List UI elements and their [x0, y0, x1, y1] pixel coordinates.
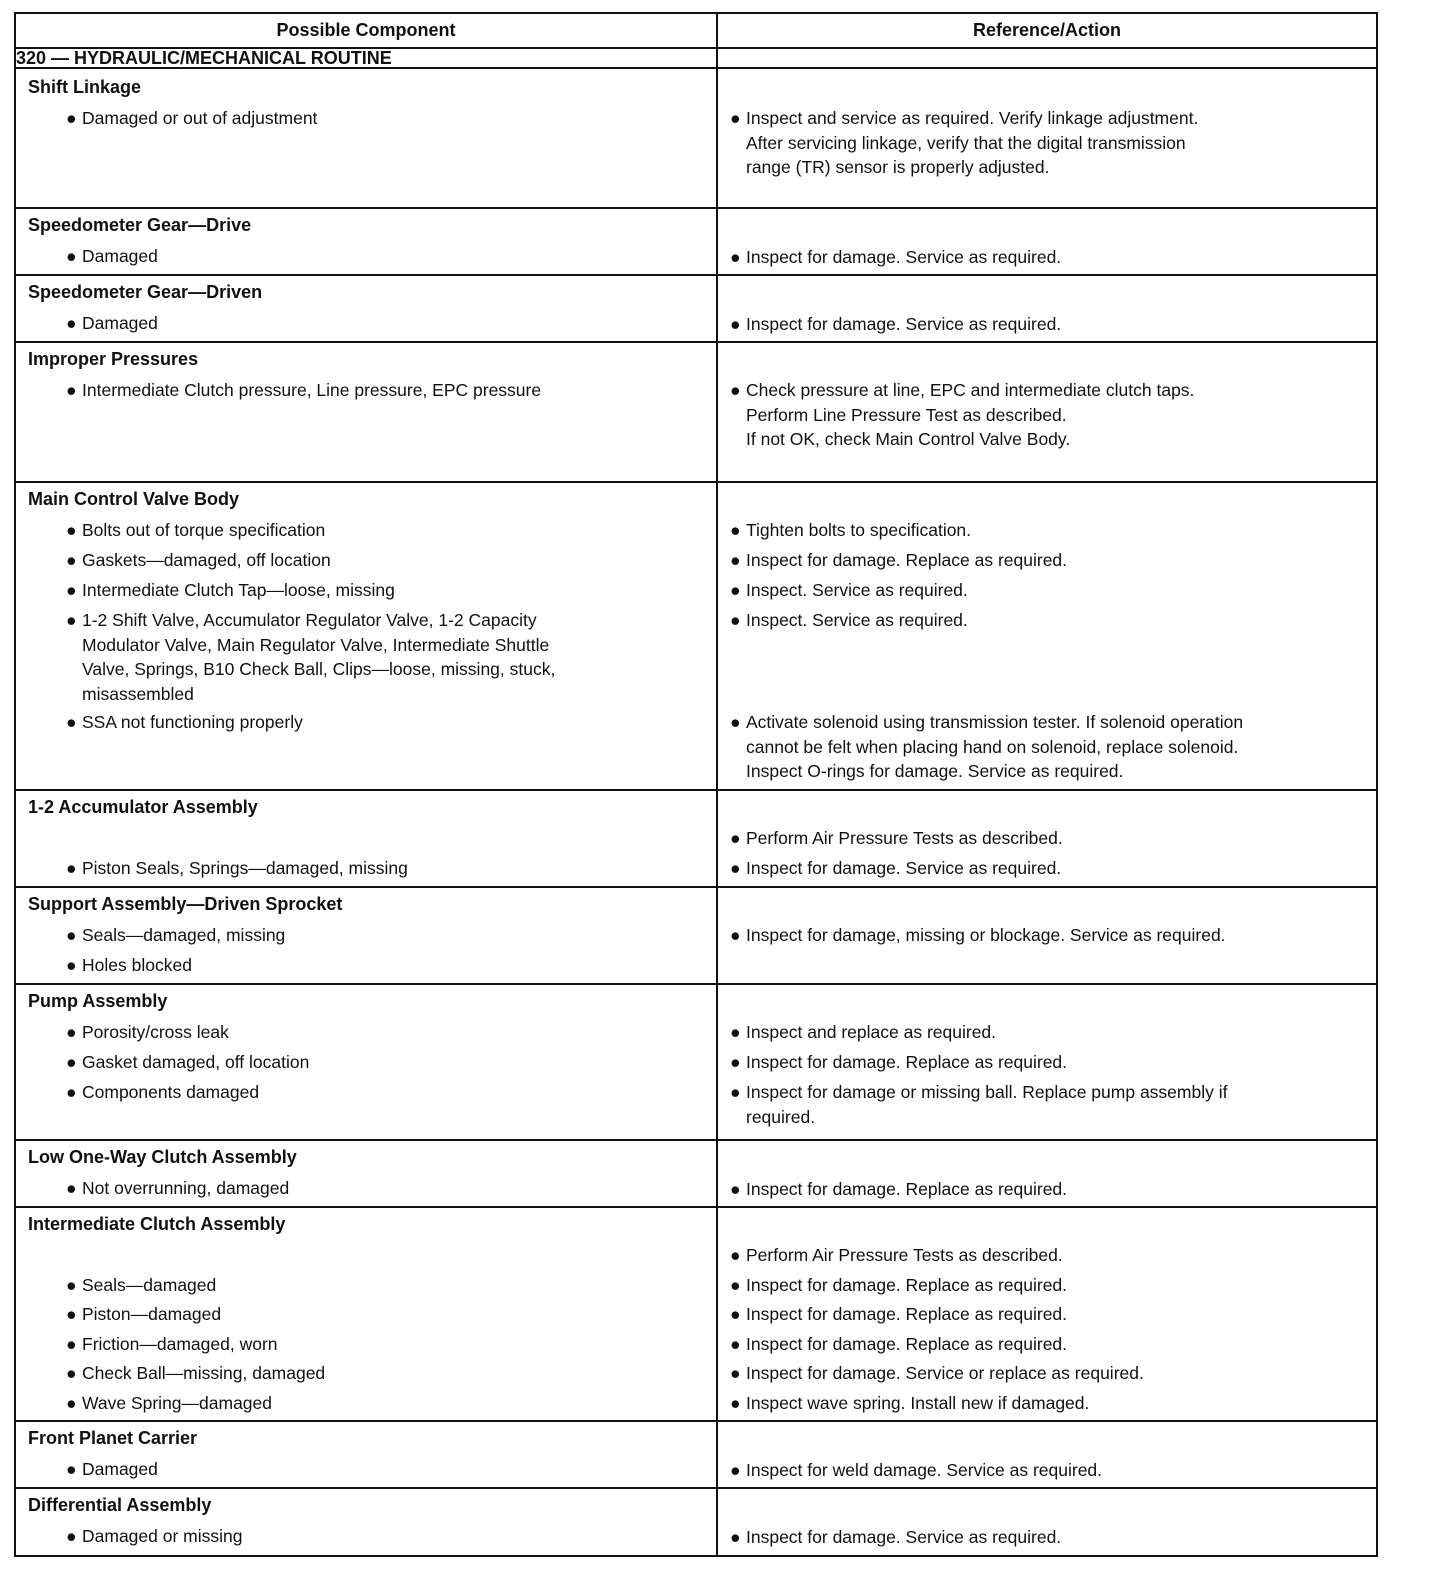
action-text: cannot be felt when placing hand on solenoid, replace solenoid. [746, 736, 1239, 757]
action-text: Inspect for damage. Replace as required. [746, 1275, 1068, 1295]
bullet-icon: ● [66, 246, 77, 266]
bullet-icon: ● [66, 1334, 77, 1354]
bullet-icon: ● [66, 712, 77, 732]
action-item [730, 735, 1386, 760]
component-text: Damaged [82, 246, 158, 266]
action-item [730, 1391, 1370, 1416]
action-item [730, 608, 1370, 633]
component-group-row [15, 342, 1377, 482]
action-cell [717, 1207, 1377, 1421]
component-item [66, 657, 712, 682]
bullet-icon: ● [730, 1304, 741, 1324]
bullet-icon: ● [66, 108, 77, 128]
component-item [66, 1524, 696, 1549]
component-group-row [15, 887, 1377, 984]
bullet-icon: ● [66, 520, 77, 540]
bullet-icon: ● [66, 1304, 77, 1324]
bullet-icon: ● [730, 1082, 741, 1102]
bullet-icon: ● [730, 1363, 741, 1383]
action-cell [717, 790, 1377, 887]
component-text: Damaged [82, 1459, 158, 1479]
component-cell [15, 482, 717, 790]
action-item [730, 131, 1386, 156]
component-cell [15, 984, 717, 1140]
bullet-icon: ● [730, 1245, 741, 1265]
header-possible-component: Possible Component [15, 13, 717, 48]
component-item [66, 856, 696, 881]
component-item [66, 1080, 696, 1105]
bullet-icon: ● [730, 1275, 741, 1295]
action-text: Inspect O-rings for damage. Service as required. [746, 761, 1124, 781]
action-cell [717, 68, 1377, 208]
component-item [66, 244, 696, 269]
bullet-icon: ● [730, 1179, 741, 1199]
action-item [730, 1273, 1370, 1298]
component-item [66, 106, 696, 131]
bullet-icon: ● [730, 380, 741, 400]
component-text: Gasket damaged, off location [82, 1052, 310, 1072]
component-group-title: Low One-Way Clutch Assembly [28, 1147, 297, 1167]
component-text: SSA not functioning properly [82, 712, 303, 732]
component-item [66, 633, 712, 658]
component-group-title: Main Control Valve Body [28, 489, 240, 509]
component-group-title: Speedometer Gear—Drive [28, 215, 252, 235]
component-text: Porosity/cross leak [82, 1022, 229, 1042]
section-row [15, 48, 1377, 68]
component-item [66, 1273, 696, 1298]
action-item [730, 710, 1370, 735]
bullet-icon: ● [66, 1526, 77, 1546]
bullet-icon: ● [66, 1178, 77, 1198]
component-group-title: Pump Assembly [28, 991, 168, 1011]
action-item [730, 923, 1370, 948]
action-text: Inspect for damage, missing or blockage. Service as required. [746, 925, 1226, 945]
action-text: Perform Air Pressure Tests as described. [746, 1245, 1063, 1265]
component-cell [15, 1140, 717, 1207]
action-cell [717, 1140, 1377, 1207]
bullet-icon: ● [730, 247, 741, 267]
component-group-title: Improper Pressures [28, 349, 199, 369]
component-text: Seals—damaged [82, 1275, 217, 1295]
section-empty-cell [717, 48, 1377, 68]
component-cell [15, 342, 717, 482]
component-text: Damaged or missing [82, 1526, 243, 1546]
component-cell [15, 1488, 717, 1556]
action-text: Inspect for damage. Replace as required. [746, 1304, 1068, 1324]
component-item [66, 953, 696, 978]
bullet-icon: ● [66, 610, 77, 630]
bullet-icon: ● [730, 1527, 741, 1547]
component-group-row [15, 208, 1377, 275]
bullet-icon: ● [66, 955, 77, 975]
action-text: Inspect for damage or missing ball. Replace pump assembly if [746, 1082, 1228, 1102]
action-text: Perform Air Pressure Tests as described. [746, 828, 1063, 848]
component-text: Damaged or out of adjustment [82, 108, 318, 128]
diagnostic-table [14, 12, 1378, 1557]
bullet-icon: ● [730, 580, 741, 600]
bullet-icon: ● [730, 828, 741, 848]
component-item [66, 1361, 696, 1386]
action-text: Inspect for damage. Service or replace as required. [746, 1363, 1144, 1383]
action-text: Inspect for damage. Replace as required. [746, 1179, 1068, 1199]
component-text: Seals—damaged, missing [82, 925, 286, 945]
action-item [730, 106, 1370, 131]
action-item [730, 1080, 1370, 1105]
action-item [730, 1361, 1370, 1386]
component-text: Holes blocked [82, 955, 192, 975]
action-item [730, 245, 1370, 270]
action-cell [717, 482, 1377, 790]
action-text: range (TR) sensor is properly adjusted. [746, 157, 1050, 177]
component-group-title: Differential Assembly [28, 1495, 212, 1515]
component-cell [15, 1421, 717, 1488]
component-item [66, 923, 696, 948]
action-cell [717, 275, 1377, 342]
component-group-row [15, 984, 1377, 1140]
bullet-icon: ● [730, 610, 741, 630]
section-title: 320 — HYDRAULIC/MECHANICAL ROUTINE [15, 48, 717, 68]
action-text: After servicing linkage, verify that the digital transmission [746, 132, 1186, 153]
component-item [66, 1332, 696, 1357]
action-text: Inspect for damage. Service as required. [746, 247, 1062, 267]
action-text: Inspect and service as required. Verify linkage adjustment. [746, 108, 1199, 128]
component-cell [15, 887, 717, 984]
action-text: Tighten bolts to specification. [746, 520, 972, 540]
action-text: Inspect wave spring. Install new if damaged. [746, 1393, 1090, 1413]
component-item [66, 1457, 696, 1482]
bullet-icon: ● [730, 1052, 741, 1072]
component-text: Intermediate Clutch pressure, Line pressure, EPC pressure [82, 380, 542, 400]
bullet-icon: ● [730, 712, 741, 732]
action-text: Inspect. Service as required. [746, 610, 968, 630]
component-group-title: Support Assembly—Driven Sprocket [28, 894, 343, 914]
component-group-row [15, 790, 1377, 887]
component-text: Modulator Valve, Main Regulator Valve, Intermediate Shuttle [82, 634, 550, 655]
action-text: Inspect for damage. Service as required. [746, 858, 1062, 878]
bullet-icon: ● [66, 1275, 77, 1295]
action-item [730, 155, 1386, 180]
component-cell [15, 1207, 717, 1421]
component-item [66, 578, 696, 603]
action-text: Activate solenoid using transmission tester. If solenoid operation [746, 712, 1244, 732]
header-reference-action: Reference/Action [717, 13, 1377, 48]
action-item [730, 378, 1370, 403]
bullet-icon: ● [730, 1022, 741, 1042]
component-group-title: Speedometer Gear—Driven [28, 282, 263, 302]
component-item [66, 1050, 696, 1075]
component-text: Valve, Springs, B10 Check Ball, Clips—loose, missing, stuck, [82, 659, 556, 679]
action-text: Inspect for damage. Replace as required. [746, 550, 1068, 570]
component-text: Check Ball—missing, damaged [82, 1363, 326, 1383]
component-item [66, 682, 712, 707]
component-group-title: Shift Linkage [28, 77, 142, 97]
component-item [66, 548, 696, 573]
component-item [66, 378, 696, 403]
action-item [730, 312, 1370, 337]
component-text: Piston—damaged [82, 1304, 222, 1324]
action-item [730, 1302, 1370, 1327]
action-item [730, 759, 1386, 784]
component-group-title: Intermediate Clutch Assembly [28, 1214, 286, 1234]
bullet-icon: ● [66, 858, 77, 878]
action-cell [717, 208, 1377, 275]
bullet-icon: ● [66, 1052, 77, 1072]
component-item [66, 1020, 696, 1045]
component-item [66, 710, 696, 735]
action-text: Inspect for damage. Service as required. [746, 1527, 1062, 1547]
component-item [66, 608, 696, 633]
action-text: Inspect. Service as required. [746, 580, 968, 600]
bullet-icon: ● [66, 580, 77, 600]
component-group-row [15, 1488, 1377, 1556]
bullet-icon: ● [66, 313, 77, 333]
bullet-icon: ● [730, 1334, 741, 1354]
action-item [730, 1525, 1370, 1550]
component-group-title: 1-2 Accumulator Assembly [28, 797, 258, 817]
component-group-row [15, 68, 1377, 208]
bullet-icon: ● [66, 380, 77, 400]
action-item [730, 1332, 1370, 1357]
component-text: 1-2 Shift Valve, Accumulator Regulator Valve, 1-2 Capacity [82, 610, 537, 630]
bullet-icon: ● [66, 1393, 77, 1413]
action-cell [717, 342, 1377, 482]
action-item [730, 1458, 1370, 1483]
action-text: Inspect for damage. Service as required. [746, 314, 1062, 334]
bullet-icon: ● [730, 520, 741, 540]
action-item [730, 548, 1370, 573]
component-group-row [15, 1207, 1377, 1421]
action-item [730, 427, 1386, 452]
bullet-icon: ● [730, 314, 741, 334]
bullet-icon: ● [730, 1393, 741, 1413]
component-text: Friction—damaged, worn [82, 1334, 278, 1354]
action-cell [717, 984, 1377, 1140]
component-item [66, 311, 696, 336]
component-group-row [15, 1421, 1377, 1488]
component-text: Gaskets—damaged, off location [82, 550, 331, 570]
action-text: Perform Line Pressure Test as described. [746, 404, 1067, 425]
action-item [730, 1105, 1386, 1130]
action-text: Inspect for damage. Replace as required. [746, 1052, 1068, 1072]
table-header-row [15, 13, 1377, 48]
component-cell [15, 68, 717, 208]
action-item [730, 578, 1370, 603]
action-item [730, 1020, 1370, 1045]
action-text: required. [746, 1106, 816, 1127]
bullet-icon: ● [66, 550, 77, 570]
action-cell [717, 887, 1377, 984]
action-item [730, 1243, 1370, 1268]
bullet-icon: ● [730, 925, 741, 945]
component-cell [15, 208, 717, 275]
component-group-row [15, 482, 1377, 790]
action-text: If not OK, check Main Control Valve Body. [746, 429, 1071, 449]
action-cell [717, 1488, 1377, 1556]
action-item [730, 1177, 1370, 1202]
action-text: Inspect and replace as required. [746, 1022, 997, 1042]
action-item [730, 826, 1370, 851]
component-item [66, 518, 696, 543]
bullet-icon: ● [730, 550, 741, 570]
component-group-row [15, 1140, 1377, 1207]
bullet-icon: ● [66, 1459, 77, 1479]
component-item [66, 1391, 696, 1416]
component-group-row [15, 275, 1377, 342]
action-text: Inspect for weld damage. Service as required. [746, 1460, 1103, 1480]
component-cell [15, 790, 717, 887]
component-group-title: Front Planet Carrier [28, 1428, 198, 1448]
component-item [66, 1176, 696, 1201]
bullet-icon: ● [66, 1363, 77, 1383]
bullet-icon: ● [730, 1460, 741, 1480]
component-text: Components damaged [82, 1082, 260, 1102]
action-item [730, 1050, 1370, 1075]
bullet-icon: ● [66, 1022, 77, 1042]
bullet-icon: ● [66, 1082, 77, 1102]
component-text: Wave Spring—damaged [82, 1393, 273, 1413]
action-cell [717, 1421, 1377, 1488]
bullet-icon: ● [730, 108, 741, 128]
bullet-icon: ● [730, 858, 741, 878]
component-text: Not overrunning, damaged [82, 1178, 290, 1198]
component-text: Piston Seals, Springs—damaged, missing [82, 858, 408, 878]
component-cell [15, 275, 717, 342]
component-text: Damaged [82, 313, 158, 333]
component-text: Intermediate Clutch Tap—loose, missing [82, 580, 395, 600]
bullet-icon: ● [66, 925, 77, 945]
action-item [730, 403, 1386, 428]
component-item [66, 1302, 696, 1327]
action-text: Inspect for damage. Replace as required. [746, 1334, 1068, 1354]
action-text: Check pressure at line, EPC and intermediate clutch taps. [746, 380, 1195, 400]
action-item [730, 518, 1370, 543]
component-text: Bolts out of torque specification [82, 520, 326, 540]
component-text: misassembled [82, 683, 194, 704]
action-item [730, 856, 1370, 881]
